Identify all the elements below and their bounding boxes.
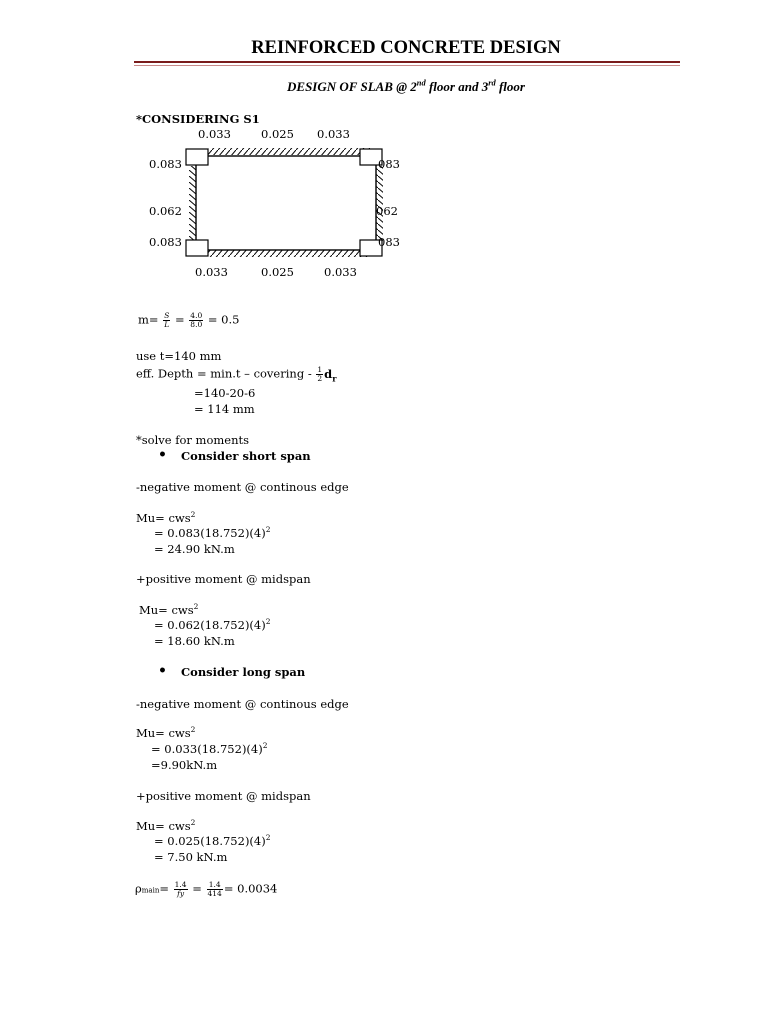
top-coef-left: 0.033 (198, 127, 231, 141)
title-rule-light (134, 65, 680, 66)
short-neg-result: = 24.90 kN.m (154, 542, 235, 556)
short-neg-calc: = $0.083(18.752)(4)^2$ (154, 525, 271, 540)
left-coef-mid: 0.062 (149, 204, 182, 218)
long-neg-mu: Mu= cws$^2$ (136, 725, 196, 740)
right-coef-top: 083 (378, 157, 400, 171)
ratio-fraction-sl: $\frac{S}{L}$ (164, 311, 170, 329)
effective-depth-formula: eff. Depth = min.t – covering - $\frac{1}{2}$ $d_r$ (136, 365, 337, 383)
short-pos-calc: = $0.062(18.752)(4)^2$ (154, 617, 271, 632)
left-coef-bottom: 0.083 (149, 235, 182, 249)
ratio-fraction-values: $\frac{4.0}{8.0}$ (190, 311, 203, 329)
short-pos-mu: Mu= cws$^2$ (139, 602, 199, 617)
short-neg-heading: -negative moment @ continous edge (136, 480, 349, 494)
bottom-edge-hatch (208, 250, 370, 257)
top-coef-right: 0.033 (317, 127, 350, 141)
top-coef-mid: 0.025 (261, 127, 294, 141)
bottom-coef-right: 0.033 (324, 265, 357, 279)
bottom-coef-left: 0.033 (195, 265, 228, 279)
slab-diagram (140, 122, 410, 287)
long-pos-calc: = $0.025(18.752)(4)^2$ (154, 833, 271, 848)
long-span-bullet: • (158, 663, 167, 679)
slab-thickness: use t=140 mm (136, 349, 222, 363)
bottom-coef-mid: 0.025 (261, 265, 294, 279)
right-coef-mid: 062 (376, 204, 398, 218)
short-neg-mu: Mu= cws$^2$ (136, 510, 196, 525)
moments-heading: *solve for moments (136, 433, 250, 447)
rho-main-formula: ρmain= $\frac{1.4}{fy}$ = $\frac{1.4}{414}$ = 0.0034 (135, 880, 278, 898)
short-span-title: Consider short span (181, 449, 311, 463)
long-neg-heading: -negative moment @ continous edge (136, 697, 349, 711)
short-pos-heading: +positive moment @ midspan (136, 572, 311, 586)
document-title: REINFORCED CONCRETE DESIGN (251, 38, 561, 58)
left-edge-hatch (189, 166, 196, 242)
slab-outline (196, 156, 376, 250)
short-span-bullet: • (158, 447, 167, 463)
long-pos-result: = 7.50 kN.m (154, 850, 228, 864)
effective-depth-result: = 114 mm (194, 402, 255, 416)
title-rule-dark (134, 61, 680, 63)
long-neg-result: =9.90kN.m (151, 758, 218, 772)
short-pos-result: = 18.60 kN.m (154, 634, 235, 648)
document-subtitle: DESIGN OF SLAB @ 2nd floor and 3rd floor (287, 77, 525, 94)
long-span-title: Consider long span (181, 665, 306, 679)
long-pos-mu: Mu= cws$^2$ (136, 818, 196, 833)
column-bottom-left (186, 240, 208, 256)
long-neg-calc: = $0.033(18.752)(4)^2$ (151, 741, 268, 756)
top-edge-hatch (208, 148, 370, 155)
left-coef-top: 0.083 (149, 157, 182, 171)
effective-depth-step: =140-20-6 (194, 386, 256, 400)
right-coef-bottom: 083 (378, 235, 400, 249)
column-top-left (186, 149, 208, 165)
span-ratio: m= $\frac{S}{L}$ = $\frac{4.0}{8.0}$ = 0.5 (138, 311, 240, 329)
section-heading: *CONSIDERING S1 (136, 112, 260, 126)
long-pos-heading: +positive moment @ midspan (136, 789, 311, 803)
